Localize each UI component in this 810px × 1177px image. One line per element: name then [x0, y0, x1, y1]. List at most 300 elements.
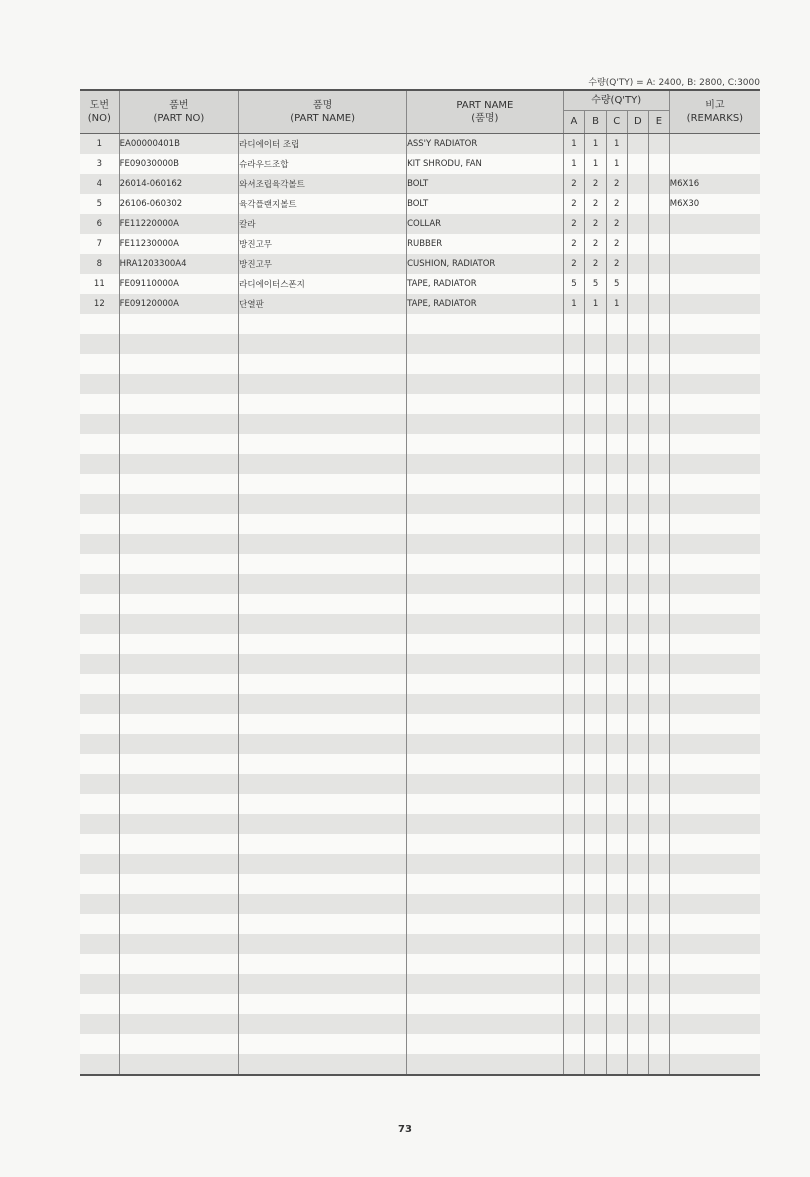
- cell-part-no-number: 8: [80, 254, 119, 274]
- cell-qty-e: [649, 734, 670, 754]
- header-part-name-ko-title: 품명: [312, 99, 333, 111]
- cell-qty-e: [649, 694, 670, 714]
- cell-remarks: [669, 794, 760, 814]
- cell-qty-b: [585, 414, 607, 434]
- cell-qty-c: [606, 934, 627, 954]
- cell-qty-d: [627, 994, 649, 1014]
- cell-qty-e: [649, 494, 670, 514]
- cell-qty-a: [563, 334, 585, 354]
- cell-qty-b: [585, 494, 607, 514]
- cell-qty-d: [627, 274, 649, 294]
- cell-remarks: [669, 434, 760, 454]
- empty-row: [80, 394, 760, 414]
- parts-grid-body: [80, 133, 760, 1075]
- cell-part-name-en: [407, 394, 564, 414]
- cell-qty-d: [627, 714, 649, 734]
- cell-remarks: [669, 1034, 760, 1054]
- cell-qty-c: [606, 514, 627, 534]
- cell-part-name-en: [407, 1034, 564, 1054]
- cell-remarks: [669, 594, 760, 614]
- cell-qty-a: [563, 674, 585, 694]
- cell-qty-c: [606, 554, 627, 574]
- cell-qty-e: [649, 834, 670, 854]
- cell-remarks: [669, 814, 760, 834]
- cell-qty-a: [563, 1034, 585, 1054]
- cell-qty-d: [627, 294, 649, 314]
- cell-part-name-ko: 육각플랜지볼트: [239, 194, 407, 214]
- cell-part-number: [119, 394, 239, 414]
- cell-part-number: [119, 754, 239, 774]
- cell-qty-a: 2: [563, 174, 585, 194]
- cell-remarks: [669, 234, 760, 254]
- cell-qty-d: [627, 454, 649, 474]
- cell-remarks: [669, 714, 760, 734]
- cell-qty-c: 2: [606, 174, 627, 194]
- cell-remarks: [669, 754, 760, 774]
- cell-part-no-number: [80, 894, 119, 914]
- cell-part-name-ko: [239, 674, 407, 694]
- cell-qty-e: [649, 854, 670, 874]
- cell-part-number: 26106-060302: [119, 194, 239, 214]
- empty-row: [80, 574, 760, 594]
- cell-qty-b: [585, 474, 607, 494]
- cell-part-no-number: [80, 754, 119, 774]
- empty-row: [80, 514, 760, 534]
- cell-part-no-number: [80, 534, 119, 554]
- cell-qty-b: [585, 514, 607, 534]
- cell-part-no-number: [80, 594, 119, 614]
- empty-row: [80, 854, 760, 874]
- cell-remarks: [669, 974, 760, 994]
- cell-qty-b: [585, 434, 607, 454]
- cell-part-number: [119, 814, 239, 834]
- cell-remarks: [669, 274, 760, 294]
- cell-qty-e: [649, 814, 670, 834]
- empty-row: [80, 914, 760, 934]
- cell-qty-c: [606, 854, 627, 874]
- cell-part-number: [119, 954, 239, 974]
- table-row: [80, 254, 760, 274]
- cell-qty-a: 1: [563, 133, 585, 154]
- cell-part-name-ko: 방진고무: [239, 254, 407, 274]
- cell-part-name-en: TAPE, RADIATOR: [407, 294, 564, 314]
- cell-qty-d: [627, 694, 649, 714]
- cell-part-no-number: [80, 554, 119, 574]
- cell-qty-d: [627, 534, 649, 554]
- cell-part-no-number: [80, 954, 119, 974]
- cell-qty-a: [563, 494, 585, 514]
- cell-part-no-number: 3: [80, 154, 119, 174]
- cell-part-number: [119, 434, 239, 454]
- cell-part-name-en: [407, 874, 564, 894]
- cell-part-name-ko: [239, 914, 407, 934]
- cell-part-no-number: [80, 374, 119, 394]
- empty-row: [80, 454, 760, 474]
- cell-part-name-en: [407, 994, 564, 1014]
- cell-part-name-en: [407, 974, 564, 994]
- cell-remarks: [669, 634, 760, 654]
- cell-qty-a: [563, 774, 585, 794]
- cell-part-name-ko: [239, 434, 407, 454]
- cell-qty-c: [606, 414, 627, 434]
- cell-qty-b: [585, 934, 607, 954]
- cell-qty-c: 1: [606, 154, 627, 174]
- cell-part-number: [119, 894, 239, 914]
- cell-part-no-number: [80, 814, 119, 834]
- cell-part-no-number: 11: [80, 274, 119, 294]
- cell-remarks: [669, 674, 760, 694]
- cell-part-no-number: 4: [80, 174, 119, 194]
- cell-qty-e: [649, 234, 670, 254]
- cell-qty-b: [585, 674, 607, 694]
- cell-part-name-ko: [239, 994, 407, 1014]
- cell-remarks: [669, 154, 760, 174]
- cell-remarks: [669, 934, 760, 954]
- cell-part-no-number: [80, 574, 119, 594]
- cell-qty-d: [627, 554, 649, 574]
- header-part-name-en-sub: (품명): [471, 112, 499, 124]
- cell-part-number: [119, 514, 239, 534]
- cell-qty-e: [649, 414, 670, 434]
- header-no-ko: 도번: [89, 99, 109, 111]
- cell-part-name-ko: [239, 474, 407, 494]
- cell-qty-e: [649, 454, 670, 474]
- cell-part-name-ko: 라디에이터 조립: [239, 133, 407, 154]
- header-remarks-en: (REMARKS): [686, 112, 744, 124]
- cell-qty-d: [627, 494, 649, 514]
- cell-part-name-en: [407, 654, 564, 674]
- cell-qty-c: 1: [606, 294, 627, 314]
- cell-qty-b: 2: [585, 234, 607, 254]
- empty-row: [80, 634, 760, 654]
- cell-qty-b: [585, 874, 607, 894]
- empty-row: [80, 774, 760, 794]
- empty-row: [80, 874, 760, 894]
- cell-part-name-ko: [239, 694, 407, 714]
- cell-qty-d: [627, 514, 649, 534]
- header-part-name-ko: [239, 90, 407, 133]
- cell-qty-d: [627, 1014, 649, 1034]
- empty-row: [80, 554, 760, 574]
- cell-remarks: [669, 474, 760, 494]
- cell-qty-a: [563, 854, 585, 874]
- cell-qty-b: [585, 834, 607, 854]
- cell-part-no-number: [80, 694, 119, 714]
- cell-part-name-en: [407, 674, 564, 694]
- cell-qty-d: [627, 414, 649, 434]
- cell-qty-d: [627, 674, 649, 694]
- cell-qty-a: [563, 374, 585, 394]
- table-row: [80, 234, 760, 254]
- cell-part-name-ko: [239, 534, 407, 554]
- header-remarks: [669, 90, 760, 133]
- cell-qty-e: [649, 754, 670, 774]
- cell-qty-d: [627, 834, 649, 854]
- cell-qty-e: [649, 394, 670, 414]
- cell-qty-c: [606, 974, 627, 994]
- cell-remarks: [669, 534, 760, 554]
- cell-qty-b: [585, 774, 607, 794]
- cell-qty-e: [649, 314, 670, 334]
- cell-qty-a: [563, 734, 585, 754]
- cell-qty-a: [563, 954, 585, 974]
- cell-qty-c: 2: [606, 214, 627, 234]
- cell-remarks: [669, 914, 760, 934]
- cell-part-number: [119, 914, 239, 934]
- cell-part-number: FE09120000A: [119, 294, 239, 314]
- cell-remarks: [669, 834, 760, 854]
- cell-remarks: M6X16: [669, 174, 760, 194]
- cell-qty-a: 2: [563, 254, 585, 274]
- cell-part-number: [119, 674, 239, 694]
- cell-qty-b: [585, 574, 607, 594]
- empty-row: [80, 794, 760, 814]
- cell-qty-d: [627, 314, 649, 334]
- cell-qty-d: [627, 854, 649, 874]
- cell-part-name-ko: [239, 414, 407, 434]
- empty-row: [80, 894, 760, 914]
- cell-part-name-en: [407, 754, 564, 774]
- cell-part-no-number: 12: [80, 294, 119, 314]
- cell-part-number: [119, 994, 239, 1014]
- cell-qty-d: [627, 214, 649, 234]
- cell-qty-b: [585, 734, 607, 754]
- header-part-no-en: (PART NO): [153, 112, 205, 124]
- cell-qty-d: [627, 814, 649, 834]
- cell-qty-e: [649, 674, 670, 694]
- cell-part-name-ko: [239, 574, 407, 594]
- cell-part-no-number: [80, 734, 119, 754]
- empty-row: [80, 674, 760, 694]
- cell-qty-b: 2: [585, 194, 607, 214]
- cell-qty-a: 5: [563, 274, 585, 294]
- empty-row: [80, 734, 760, 754]
- cell-part-number: [119, 614, 239, 634]
- cell-part-name-en: [407, 494, 564, 514]
- cell-qty-e: [649, 1014, 670, 1034]
- cell-part-no-number: [80, 354, 119, 374]
- cell-qty-e: [649, 1034, 670, 1054]
- cell-part-number: [119, 854, 239, 874]
- cell-part-number: [119, 1034, 239, 1054]
- empty-row: [80, 814, 760, 834]
- cell-qty-b: 1: [585, 294, 607, 314]
- cell-remarks: [669, 354, 760, 374]
- cell-part-no-number: 5: [80, 194, 119, 214]
- cell-part-no-number: [80, 314, 119, 334]
- cell-part-name-en: [407, 374, 564, 394]
- cell-remarks: [669, 1014, 760, 1034]
- cell-qty-b: [585, 974, 607, 994]
- cell-part-name-en: [407, 834, 564, 854]
- cell-part-name-ko: [239, 454, 407, 474]
- cell-part-name-en: [407, 734, 564, 754]
- cell-qty-a: [563, 634, 585, 654]
- cell-qty-a: 2: [563, 234, 585, 254]
- cell-qty-c: [606, 874, 627, 894]
- cell-qty-b: [585, 894, 607, 914]
- empty-row: [80, 534, 760, 554]
- cell-part-name-ko: [239, 754, 407, 774]
- cell-part-number: [119, 354, 239, 374]
- cell-qty-d: [627, 1034, 649, 1054]
- cell-qty-b: [585, 654, 607, 674]
- cell-part-name-ko: 라디에이터스폰지: [239, 274, 407, 294]
- cell-part-name-ko: [239, 1014, 407, 1034]
- cell-part-name-ko: [239, 354, 407, 374]
- cell-qty-d: [627, 154, 649, 174]
- table-row: [80, 274, 760, 294]
- cell-qty-d: [627, 774, 649, 794]
- cell-part-number: [119, 774, 239, 794]
- cell-part-name-ko: [239, 774, 407, 794]
- table-row: [80, 194, 760, 214]
- cell-remarks: [669, 494, 760, 514]
- cell-part-name-ko: [239, 614, 407, 634]
- cell-part-name-ko: 단열판: [239, 294, 407, 314]
- cell-remarks: [669, 133, 760, 154]
- cell-part-name-en: BOLT: [407, 174, 564, 194]
- cell-part-name-ko: [239, 634, 407, 654]
- cell-part-name-ko: [239, 854, 407, 874]
- cell-qty-e: [649, 554, 670, 574]
- cell-qty-c: [606, 914, 627, 934]
- cell-part-name-ko: [239, 974, 407, 994]
- empty-row: [80, 1054, 760, 1075]
- table-row: [80, 294, 760, 314]
- table-row: [80, 174, 760, 194]
- parts-grid: [80, 89, 760, 1076]
- cell-qty-d: [627, 734, 649, 754]
- cell-qty-e: [649, 874, 670, 894]
- cell-part-number: [119, 574, 239, 594]
- cell-qty-d: [627, 434, 649, 454]
- cell-qty-e: [649, 474, 670, 494]
- cell-part-name-en: [407, 634, 564, 654]
- cell-remarks: [669, 894, 760, 914]
- cell-qty-e: [649, 274, 670, 294]
- cell-part-name-en: [407, 574, 564, 594]
- cell-part-no-number: [80, 334, 119, 354]
- cell-part-number: [119, 314, 239, 334]
- cell-qty-a: 1: [563, 294, 585, 314]
- cell-qty-c: 2: [606, 234, 627, 254]
- header-part-no-ko: 품번: [169, 99, 189, 111]
- cell-qty-e: [649, 434, 670, 454]
- cell-part-no-number: [80, 914, 119, 934]
- cell-qty-b: 1: [585, 154, 607, 174]
- cell-qty-e: [649, 914, 670, 934]
- cell-part-name-en: [407, 514, 564, 534]
- cell-remarks: [669, 954, 760, 974]
- cell-qty-c: 1: [606, 133, 627, 154]
- header-qty-b: B: [585, 110, 607, 133]
- cell-qty-c: [606, 334, 627, 354]
- cell-part-name-ko: 방진고무: [239, 234, 407, 254]
- empty-row: [80, 414, 760, 434]
- cell-part-no-number: [80, 994, 119, 1014]
- empty-row: [80, 434, 760, 454]
- cell-part-name-en: [407, 594, 564, 614]
- cell-qty-a: [563, 354, 585, 374]
- cell-qty-c: [606, 674, 627, 694]
- empty-row: [80, 594, 760, 614]
- cell-qty-e: [649, 954, 670, 974]
- cell-part-name-en: RUBBER: [407, 234, 564, 254]
- cell-qty-c: [606, 654, 627, 674]
- cell-qty-e: [649, 794, 670, 814]
- cell-part-number: HRA1203300A4: [119, 254, 239, 274]
- cell-qty-c: [606, 354, 627, 374]
- cell-part-number: FE09030000B: [119, 154, 239, 174]
- empty-row: [80, 754, 760, 774]
- cell-qty-b: [585, 594, 607, 614]
- cell-part-no-number: [80, 514, 119, 534]
- empty-row: [80, 834, 760, 854]
- cell-part-name-en: [407, 354, 564, 374]
- cell-part-name-en: ASS'Y RADIATOR: [407, 133, 564, 154]
- cell-part-no-number: [80, 434, 119, 454]
- cell-qty-a: [563, 314, 585, 334]
- cell-qty-c: 2: [606, 194, 627, 214]
- cell-part-no-number: 6: [80, 214, 119, 234]
- cell-qty-a: 2: [563, 214, 585, 234]
- cell-qty-b: [585, 1014, 607, 1034]
- cell-qty-a: [563, 454, 585, 474]
- cell-part-no-number: [80, 394, 119, 414]
- cell-remarks: [669, 214, 760, 234]
- cell-part-name-en: KIT SHRODU, FAN: [407, 154, 564, 174]
- cell-part-number: [119, 974, 239, 994]
- cell-part-name-ko: [239, 814, 407, 834]
- cell-qty-b: [585, 354, 607, 374]
- cell-qty-a: [563, 914, 585, 934]
- cell-qty-b: [585, 554, 607, 574]
- cell-part-number: [119, 1014, 239, 1034]
- cell-qty-d: [627, 894, 649, 914]
- cell-remarks: [669, 874, 760, 894]
- cell-qty-b: [585, 374, 607, 394]
- cell-qty-b: [585, 314, 607, 334]
- parts-table: [80, 89, 760, 1094]
- cell-part-name-en: [407, 694, 564, 714]
- cell-part-no-number: [80, 674, 119, 694]
- cell-qty-b: [585, 1034, 607, 1054]
- cell-part-name-en: [407, 814, 564, 834]
- cell-qty-d: [627, 174, 649, 194]
- cell-part-name-en: COLLAR: [407, 214, 564, 234]
- cell-part-number: [119, 454, 239, 474]
- cell-qty-b: [585, 534, 607, 554]
- cell-part-number: [119, 874, 239, 894]
- cell-remarks: [669, 574, 760, 594]
- cell-remarks: [669, 414, 760, 434]
- cell-qty-e: [649, 994, 670, 1014]
- cell-part-name-en: [407, 714, 564, 734]
- cell-remarks: [669, 314, 760, 334]
- cell-qty-a: [563, 534, 585, 554]
- cell-qty-e: [649, 514, 670, 534]
- cell-part-no-number: [80, 934, 119, 954]
- cell-qty-c: [606, 894, 627, 914]
- cell-qty-e: [649, 214, 670, 234]
- cell-qty-e: [649, 194, 670, 214]
- cell-qty-b: [585, 714, 607, 734]
- cell-qty-c: [606, 754, 627, 774]
- cell-part-name-en: TAPE, RADIATOR: [407, 274, 564, 294]
- cell-part-no-number: [80, 854, 119, 874]
- cell-part-no-number: [80, 1054, 119, 1075]
